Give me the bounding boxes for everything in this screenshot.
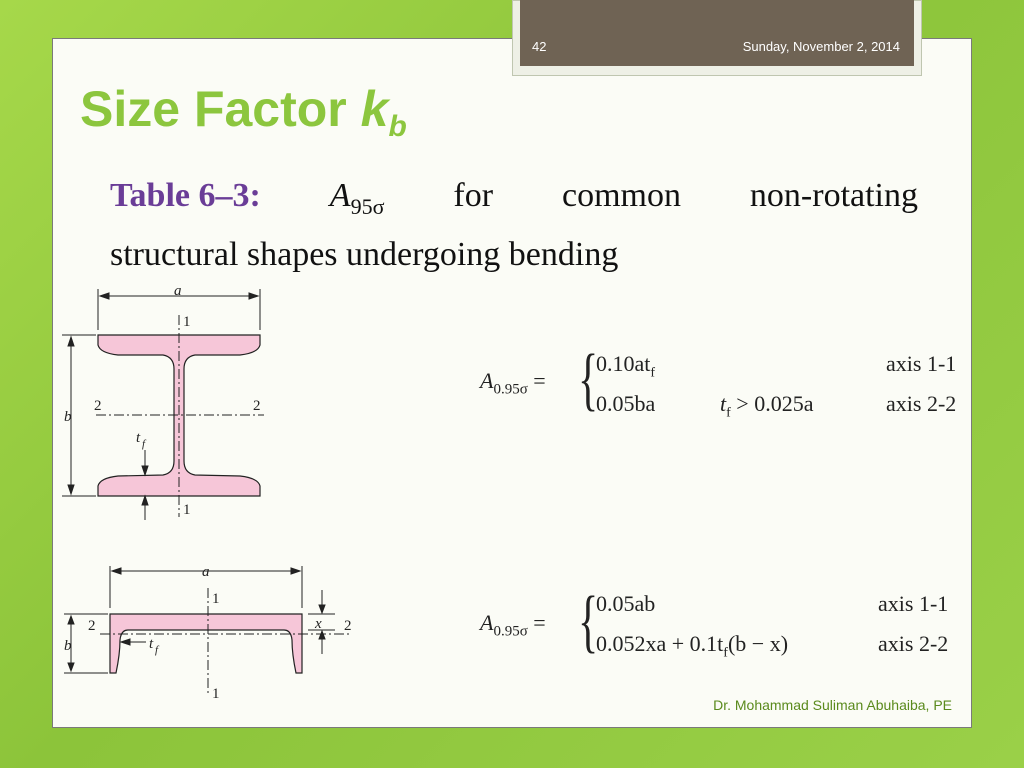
- caption-symbol-letter: A: [329, 177, 351, 214]
- ibeam-thickness: t: [136, 430, 141, 446]
- eq1-cond-sub: f: [726, 405, 731, 421]
- eq1-row1-sub: f: [650, 365, 656, 381]
- title-k-subscript: b: [388, 110, 407, 143]
- channel-shape: [110, 614, 302, 673]
- eq2-row1-axis: axis 1-1: [878, 591, 949, 616]
- eq1-lhs-sub: 0.95σ: [493, 381, 528, 398]
- title-k: k: [360, 81, 389, 137]
- eq1-cond-rest: > 0.025a: [730, 391, 814, 416]
- ibeam-dim-b: b: [64, 409, 72, 425]
- ibeam-axis2-right: 2: [253, 398, 261, 414]
- caption-word: non-rotating: [749, 177, 918, 214]
- slide-number: 42: [532, 39, 547, 54]
- channel-figure: [60, 558, 360, 703]
- eq1-brace: {: [578, 341, 599, 418]
- slide-date: Sunday, November 2, 2014: [742, 39, 900, 54]
- eq1-lhs-symbol: A: [480, 368, 494, 393]
- header-box: [520, 0, 914, 66]
- channel-thickness-sub: f: [155, 644, 159, 656]
- equation-ibeam: [480, 341, 970, 425]
- ibeam-dim-a: a: [174, 285, 182, 299]
- eq1-row1-expr: 0.10at: [596, 351, 651, 376]
- caption-line2: structural shapes undergoing bending: [110, 235, 619, 273]
- eq1-row2-condition: [720, 391, 813, 421]
- eq1-row1-axis: axis 1-1: [886, 351, 957, 376]
- footer-author: Dr. Mohammad Suliman Abuhaiba, PE: [713, 697, 952, 713]
- caption-symbol-sub: 95σ: [350, 193, 385, 219]
- eq2-row2-expr-a: 0.052xa + 0.1t: [596, 631, 724, 656]
- eq2-lhs: [480, 610, 546, 640]
- channel-thickness: t: [149, 636, 154, 652]
- eq2-row1-expr: 0.05ab: [596, 591, 656, 616]
- ibeam-axis1-bottom: 1: [183, 502, 191, 518]
- eq2-equals: =: [533, 610, 546, 635]
- eq2-row2-axis: axis 2-2: [878, 631, 949, 656]
- channel-dim-a: a: [202, 564, 210, 580]
- channel-dim-x: x: [315, 616, 322, 632]
- caption-symbol: [330, 172, 385, 231]
- channel-axis2-left: 2: [88, 618, 96, 634]
- ibeam-axis1-top: 1: [183, 314, 191, 330]
- caption-word: for: [453, 177, 494, 214]
- eq2-row2-expr-b: (b − x): [727, 631, 789, 656]
- eq2-lhs-sub: 0.95σ: [493, 623, 528, 640]
- title-text: Size Factor: [80, 81, 361, 137]
- equation-channel: [480, 583, 970, 667]
- ibeam-axis2-left: 2: [94, 398, 102, 414]
- slide-title: [80, 80, 407, 144]
- eq1-row2-axis: axis 2-2: [886, 391, 957, 416]
- eq2-brace: {: [578, 583, 599, 660]
- eq2-row2: [596, 631, 788, 661]
- eq1-row2-expr: 0.05ba: [596, 391, 656, 416]
- channel-axis1-bottom: 1: [212, 686, 220, 702]
- eq1-row1: [596, 351, 655, 381]
- caption-word: common: [561, 177, 681, 214]
- table-caption: [110, 172, 918, 279]
- channel-dim-b: b: [64, 638, 72, 654]
- ibeam-figure: [60, 285, 280, 525]
- eq1-lhs: [480, 368, 546, 398]
- ibeam-thickness-sub: f: [142, 438, 146, 450]
- channel-axis1-top: 1: [212, 591, 220, 607]
- eq2-lhs-symbol: A: [480, 610, 494, 635]
- eq1-cond-symbol: t: [720, 391, 727, 416]
- channel-axis2-right: 2: [344, 618, 352, 634]
- table-label: Table 6–3:: [110, 177, 261, 214]
- eq1-equals: =: [533, 368, 546, 393]
- eq2-row2-sub: f: [723, 645, 728, 661]
